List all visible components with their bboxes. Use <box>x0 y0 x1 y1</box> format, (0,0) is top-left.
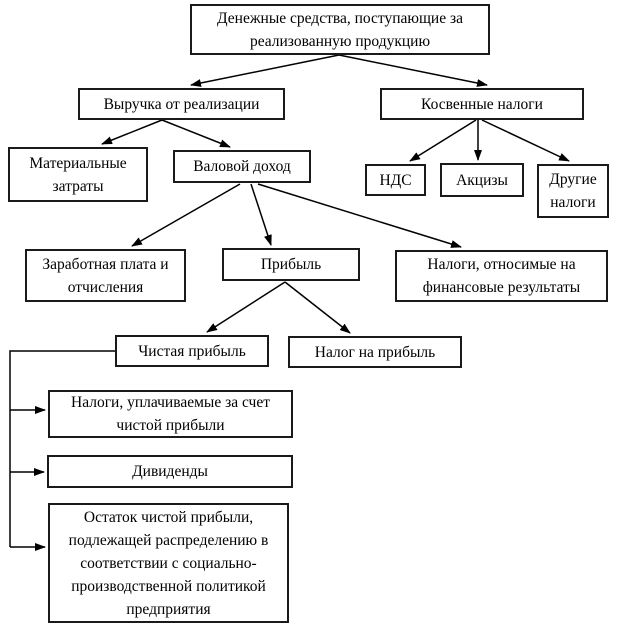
edge-profit-profittax <box>285 282 350 333</box>
edge-gross-wages <box>132 184 240 246</box>
node-residual-net-profit: Остаток чистой прибыли, подлежащей распределению в соответствии с социально-производственной политикой предприятия <box>48 503 289 623</box>
node-indirect-taxes: Косвенные налоги <box>380 88 584 120</box>
node-net-profit-taxes: Налоги, уплачиваемые за счет чистой прибыли <box>48 390 293 438</box>
node-financial-result-taxes: Налоги, относимые на финансовые результаты <box>395 250 608 302</box>
edge-revenue-gross <box>162 120 230 147</box>
edge-cash-revenue <box>191 55 339 85</box>
node-excise: Акцизы <box>440 163 524 197</box>
edge-profit-netprofit <box>207 282 285 332</box>
node-other-taxes: Другие налоги <box>537 164 609 218</box>
node-cash-received: Денежные средства, поступающие за реализованную продукцию <box>190 4 490 55</box>
edge-cash-indirect <box>339 55 487 85</box>
node-material-costs: Материальные затраты <box>8 147 148 202</box>
node-sales-revenue: Выручка от реализации <box>78 88 285 120</box>
node-dividends: Дивиденды <box>47 455 293 488</box>
edge-indirect-vat <box>410 120 476 161</box>
node-wages-deductions: Заработная плата и отчисления <box>25 249 186 302</box>
node-net-profit: Чистая прибыль <box>115 335 269 367</box>
edge-revenue-material <box>102 120 162 144</box>
edge-gross-profit <box>251 184 271 245</box>
edge-gross-fintax <box>258 184 461 247</box>
edge-indirect-other <box>482 120 569 161</box>
node-profit-tax: Налог на прибыль <box>288 336 462 368</box>
node-gross-income: Валовой доход <box>173 150 311 183</box>
node-vat: НДС <box>365 164 426 196</box>
node-profit: Прибыль <box>222 248 360 281</box>
